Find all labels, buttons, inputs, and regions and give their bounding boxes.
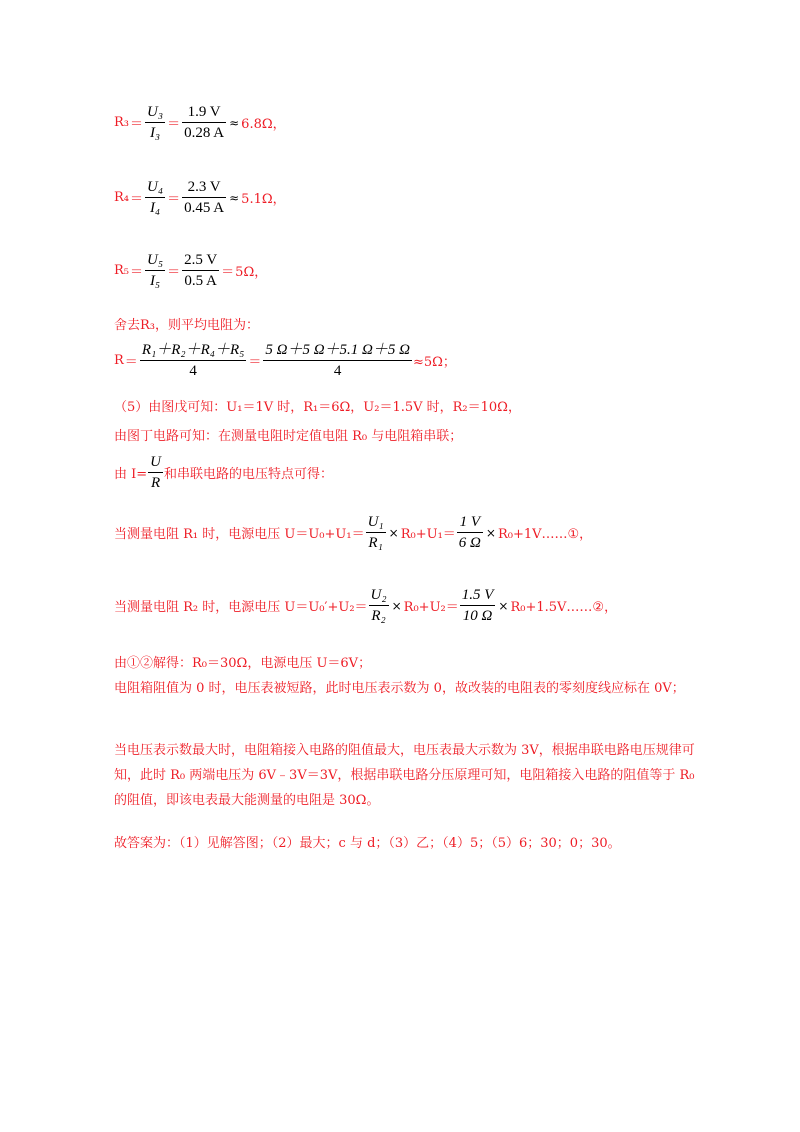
avg-result: ≈5Ω；: [412, 355, 456, 370]
eq2-post: R₀+1.5V……②，: [510, 600, 618, 615]
fraction-numerator: U₃: [147, 104, 164, 120]
zero-paragraph: 电阻箱阻值为 0 时，电压表被短路，此时电压表示数为 0，故改装的电阻表的零刻度线应标在 0V；: [114, 681, 685, 696]
fraction-sum-values: [263, 340, 412, 381]
fraction-numerator: U₅: [147, 252, 164, 268]
times-sign: ×: [485, 525, 496, 540]
fraction-denominator: R₂: [371, 608, 386, 624]
drop-r3-text: 舍去R₃，则平均电阻为：: [114, 318, 259, 333]
fraction-values-eq2: [460, 585, 496, 626]
fraction-numerator: U₂: [370, 587, 387, 603]
fraction-numerator: R₁＋R₂＋R₄＋R₅: [141, 342, 245, 358]
circuit-text: 由图丁电路可知：在测量电阻时定值电阻 R₀ 与电阻箱串联；: [114, 429, 463, 444]
times-sign: ×: [498, 598, 509, 613]
equals-sign: ＝: [167, 265, 181, 280]
equals-sign: ＝: [130, 117, 144, 132]
fraction-values-r4: [182, 177, 226, 218]
avg-lhs: R: [114, 353, 124, 368]
equals-sign: ＝: [130, 265, 144, 280]
eq2-mid: R₀+U₂＝: [403, 600, 459, 615]
fraction-denominator: 6 Ω: [458, 535, 481, 551]
fraction-u1-r1: [366, 512, 386, 553]
formula-average: [114, 340, 456, 381]
fraction-denominator: R₁: [368, 535, 383, 551]
ohm-post: 和串联电路的电压特点可得：: [164, 467, 334, 482]
eq1-post: R₀+1V……①，: [497, 527, 593, 542]
part5-text: （5）由图戊可知：U₁＝1V 时，R₁＝6Ω，U₂＝1.5V 时，R₂＝10Ω，: [114, 400, 521, 415]
fraction-u5-i5: [145, 250, 165, 291]
equals-sign: ＝: [124, 355, 138, 370]
fraction-denominator: 0.45 A: [184, 200, 225, 216]
fraction-u4-i4: [145, 177, 165, 218]
r4-lhs: R₄: [114, 190, 129, 205]
fraction-values-r5: [182, 250, 219, 291]
fraction-u-r: [148, 452, 163, 493]
fraction-denominator: 0.5 A: [184, 273, 217, 289]
equals-sign: ＝: [167, 192, 181, 207]
fraction-numerator: 2.3 V: [187, 179, 221, 195]
fraction-u2-r2: [369, 585, 389, 626]
fraction-sum-resistances: [140, 340, 247, 381]
r5-lhs: R₅: [114, 263, 129, 278]
fraction-numerator: 2.5 V: [184, 252, 218, 268]
fraction-values-eq1: [457, 512, 483, 553]
approx-sign: ≈: [229, 190, 240, 205]
fraction-numerator: U₄: [147, 179, 164, 195]
eq2-pre: 当测量电阻 R₂ 时，电源电压 U＝U₀′+U₂＝: [114, 600, 368, 615]
max-paragraph: 当电压表示数最大时，电阻箱接入电路的阻值最大，电压表最大示数为 3V，根据串联电路电压规律可知，此时 R₀ 两端电压为 6V﹣3V＝3V，根据串联电路分压原理可知，电阻箱接入电路的阻值等于 R₀ 的阻值，即该电表最大能测量的电阻是 30Ω。: [114, 743, 695, 808]
eq1-pre: 当测量电阻 R₁ 时，电源电压 U＝U₀+U₁＝: [114, 527, 365, 542]
equals-sign: ＝: [167, 117, 181, 132]
r5-result: 5Ω，: [235, 265, 268, 280]
ohm-law-line: [114, 452, 333, 493]
r3-result: 6.8Ω，: [241, 117, 286, 132]
equation-2: [114, 585, 617, 626]
fraction-denominator: I₃: [149, 125, 161, 141]
times-sign: ×: [388, 525, 399, 540]
fraction-denominator: 4: [189, 363, 197, 379]
fraction-denominator: I₅: [149, 273, 161, 289]
fraction-numerator: 1.5 V: [461, 587, 494, 603]
answer-paragraph: 故答案为：（1）见解答图；（2）最大；c 与 d；（3）乙；（4）5；（5）6；30；0；30。: [114, 836, 621, 851]
solve-text: 由①②解得：R₀＝30Ω，电源电压 U＝6V；: [114, 656, 372, 671]
times-sign: ×: [391, 598, 402, 613]
equals-sign: ＝: [221, 265, 235, 280]
fraction-numerator: U: [150, 454, 162, 470]
formula-r5: [114, 250, 267, 291]
fraction-denominator: I₄: [149, 200, 161, 216]
r3-lhs: R₃: [114, 115, 129, 130]
fraction-denominator: 0.28 A: [184, 125, 225, 141]
fraction-denominator: R: [151, 475, 161, 491]
fraction-u3-i3: [145, 102, 165, 143]
r4-result: 5.1Ω，: [241, 192, 286, 207]
fraction-values-r3: [182, 102, 226, 143]
eq1-mid: R₀+U₁＝: [400, 527, 456, 542]
equals-sign: ＝: [248, 355, 262, 370]
fraction-numerator: 1 V: [459, 514, 481, 530]
fraction-numerator: U₁: [367, 514, 384, 530]
formula-r4: [114, 177, 286, 218]
fraction-denominator: 10 Ω: [462, 608, 493, 624]
ohm-pre: 由 I=: [114, 467, 148, 482]
fraction-numerator: 1.9 V: [187, 104, 221, 120]
equation-1: [114, 512, 592, 553]
approx-sign: ≈: [229, 115, 240, 130]
formula-r3: [114, 102, 286, 143]
equals-sign: ＝: [130, 192, 144, 207]
fraction-denominator: 4: [333, 363, 342, 379]
fraction-numerator: 5 Ω＋5 Ω＋5.1 Ω＋5 Ω: [265, 342, 410, 358]
